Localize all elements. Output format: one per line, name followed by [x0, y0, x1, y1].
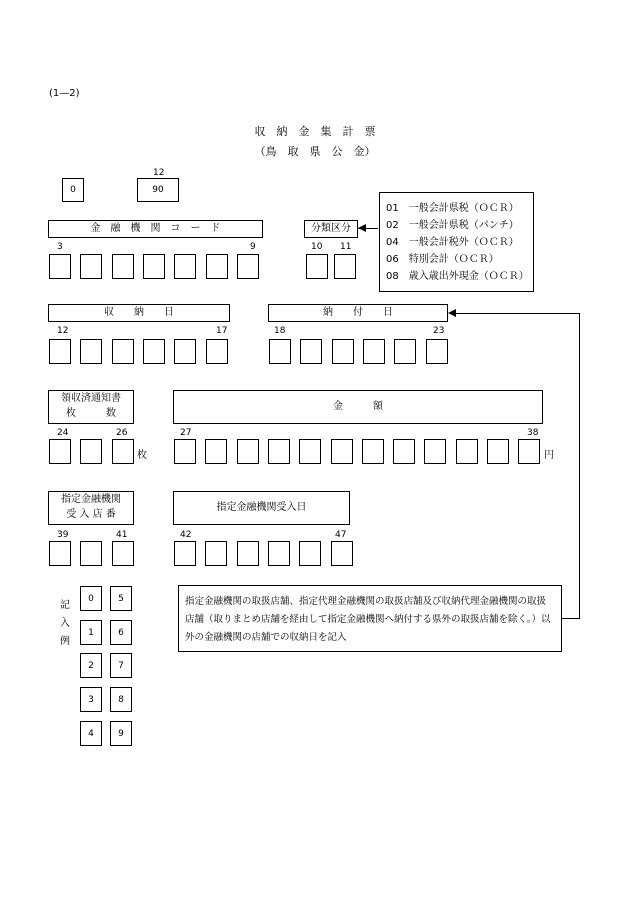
- notice-count-unit: 枚: [137, 450, 147, 461]
- amount-digit-box[interactable]: [174, 439, 196, 464]
- branch-start: 39: [57, 530, 69, 540]
- example-digit-box: 9: [110, 721, 132, 746]
- classification-header: 分類区分: [304, 220, 358, 238]
- notice-count-label-1: 領収済通知書: [61, 393, 121, 404]
- branch-label-2: 受 入 店 番: [66, 509, 116, 520]
- receipt-date-digit-box[interactable]: [80, 339, 102, 364]
- amount-start: 27: [180, 428, 192, 438]
- fixed-box-90: 90: [137, 178, 179, 202]
- branch-label-1: 指定金融機関: [61, 494, 121, 505]
- payment-date-header: 納 付 日: [268, 304, 448, 322]
- notice-count-start: 24: [57, 428, 69, 438]
- form-subtitle: （鳥 取 県 公 金）: [254, 145, 376, 158]
- amount-digit-box[interactable]: [456, 439, 478, 464]
- branch-end: 41: [116, 530, 128, 540]
- top-position-label: 12: [153, 168, 165, 178]
- accept-date-digit-box[interactable]: [299, 541, 321, 566]
- example-digit-box: 7: [110, 653, 132, 678]
- payment-date-digit-box[interactable]: [300, 339, 322, 364]
- bank-code-digit-box[interactable]: [80, 254, 102, 279]
- accept-date-digit-box[interactable]: [205, 541, 227, 566]
- bank-code-digit-box[interactable]: [143, 254, 165, 279]
- payment-date-digit-box[interactable]: [426, 339, 448, 364]
- amount-digit-box[interactable]: [331, 439, 353, 464]
- classification-box[interactable]: [334, 254, 356, 279]
- page-ref: (1—2): [49, 88, 80, 99]
- example-digit-box: 5: [110, 586, 132, 611]
- payment-date-digit-box[interactable]: [363, 339, 385, 364]
- amount-digit-box[interactable]: [424, 439, 446, 464]
- notice-count-end: 26: [116, 428, 128, 438]
- classification-legend: [379, 192, 534, 292]
- note-arrow-head: [448, 309, 456, 317]
- amount-digit-box[interactable]: [518, 439, 540, 464]
- payment-date-end: 23: [433, 326, 445, 336]
- bank-code-digit-box[interactable]: [112, 254, 134, 279]
- branch-digit-box[interactable]: [49, 541, 71, 566]
- receipt-date-start: 12: [57, 326, 69, 336]
- example-digit-box: 8: [110, 687, 132, 712]
- legend-item: 04 一般会計税外（ＯＣＲ）: [386, 237, 519, 248]
- legend-item: 02 一般会計県税（パンチ）: [386, 220, 519, 231]
- example-digit-box: 0: [80, 586, 102, 611]
- legend-arrow-head: [358, 224, 366, 232]
- note-arrow-top: [452, 313, 579, 314]
- notice-count-label-2: 枚 数: [66, 408, 116, 419]
- amount-digit-box[interactable]: [299, 439, 321, 464]
- amount-digit-box[interactable]: [362, 439, 384, 464]
- note-text: 指定金融機関の取扱店舗、指定代理金融機関の取扱店舗及び収納代理金融機関の取扱店舗（取りまとめ店舗を経由して指定金融機関へ納付する県外の取扱店舗を除く。）以外の金融機関の店舗での収納日を記入: [185, 596, 551, 643]
- example-label-char: 例: [60, 636, 70, 647]
- payment-date-start: 18: [274, 326, 286, 336]
- branch-header: [48, 491, 134, 525]
- branch-digit-box[interactable]: [80, 541, 102, 566]
- receipt-date-digit-box[interactable]: [143, 339, 165, 364]
- legend-item: 06 特別会計（ＯＣＲ）: [386, 254, 499, 265]
- form-title: 収 納 金 集 計 票: [254, 125, 376, 138]
- accept-date-digit-box[interactable]: [237, 541, 259, 566]
- accept-date-digit-box[interactable]: [268, 541, 290, 566]
- branch-digit-box[interactable]: [112, 541, 134, 566]
- receipt-date-digit-box[interactable]: [112, 339, 134, 364]
- payment-date-digit-box[interactable]: [394, 339, 416, 364]
- accept-date-end: 47: [335, 530, 347, 540]
- classification-box[interactable]: [306, 254, 328, 279]
- amount-digit-box[interactable]: [237, 439, 259, 464]
- accept-date-digit-box[interactable]: [331, 541, 353, 566]
- fixed-box-0: 0: [62, 178, 84, 202]
- amount-digit-box[interactable]: [205, 439, 227, 464]
- note-arrow-vertical: [579, 313, 580, 619]
- bank-code-start: 3: [57, 242, 63, 252]
- legend-item: 08 歳入歳出外現金（ＯＣＲ）: [386, 271, 529, 282]
- bank-code-digit-box[interactable]: [206, 254, 228, 279]
- accept-date-header: 指定金融機関受入日: [173, 491, 350, 525]
- notice-count-digit-box[interactable]: [80, 439, 102, 464]
- receipt-date-end: 17: [216, 326, 228, 336]
- example-digit-box: 3: [80, 687, 102, 712]
- classification-end: 11: [340, 242, 352, 252]
- example-digit-box: 2: [80, 653, 102, 678]
- bank-code-digit-box[interactable]: [174, 254, 196, 279]
- note-arrow-bottom: [562, 618, 580, 619]
- example-digit-box: 1: [80, 620, 102, 645]
- example-label-char: 記: [60, 600, 70, 611]
- amount-digit-box[interactable]: [393, 439, 415, 464]
- note-box: [178, 585, 562, 652]
- amount-digit-box[interactable]: [268, 439, 290, 464]
- amount-end: 38: [527, 428, 539, 438]
- receipt-date-digit-box[interactable]: [206, 339, 228, 364]
- amount-header: 金 額: [173, 390, 543, 424]
- example-digit-box: 4: [80, 721, 102, 746]
- example-label-char: 入: [60, 618, 70, 629]
- notice-count-digit-box[interactable]: [112, 439, 134, 464]
- payment-date-digit-box[interactable]: [332, 339, 354, 364]
- accept-date-digit-box[interactable]: [174, 541, 196, 566]
- amount-unit: 円: [544, 450, 554, 461]
- bank-code-digit-box[interactable]: [237, 254, 259, 279]
- legend-item: 01 一般会計県税（ＯＣＲ）: [386, 203, 519, 214]
- accept-date-start: 42: [180, 530, 192, 540]
- bank-code-header: 金 融 機 関 コ ー ド: [48, 220, 263, 238]
- receipt-date-digit-box[interactable]: [174, 339, 196, 364]
- notice-count-header: [48, 390, 134, 424]
- bank-code-digit-box[interactable]: [49, 254, 71, 279]
- receipt-date-header: 収 納 日: [48, 304, 230, 322]
- classification-start: 10: [311, 242, 323, 252]
- bank-code-end: 9: [250, 242, 256, 252]
- amount-digit-box[interactable]: [487, 439, 509, 464]
- payment-date-digit-box[interactable]: [269, 339, 291, 364]
- example-digit-box: 6: [110, 620, 132, 645]
- notice-count-digit-box[interactable]: [49, 439, 71, 464]
- receipt-date-digit-box[interactable]: [49, 339, 71, 364]
